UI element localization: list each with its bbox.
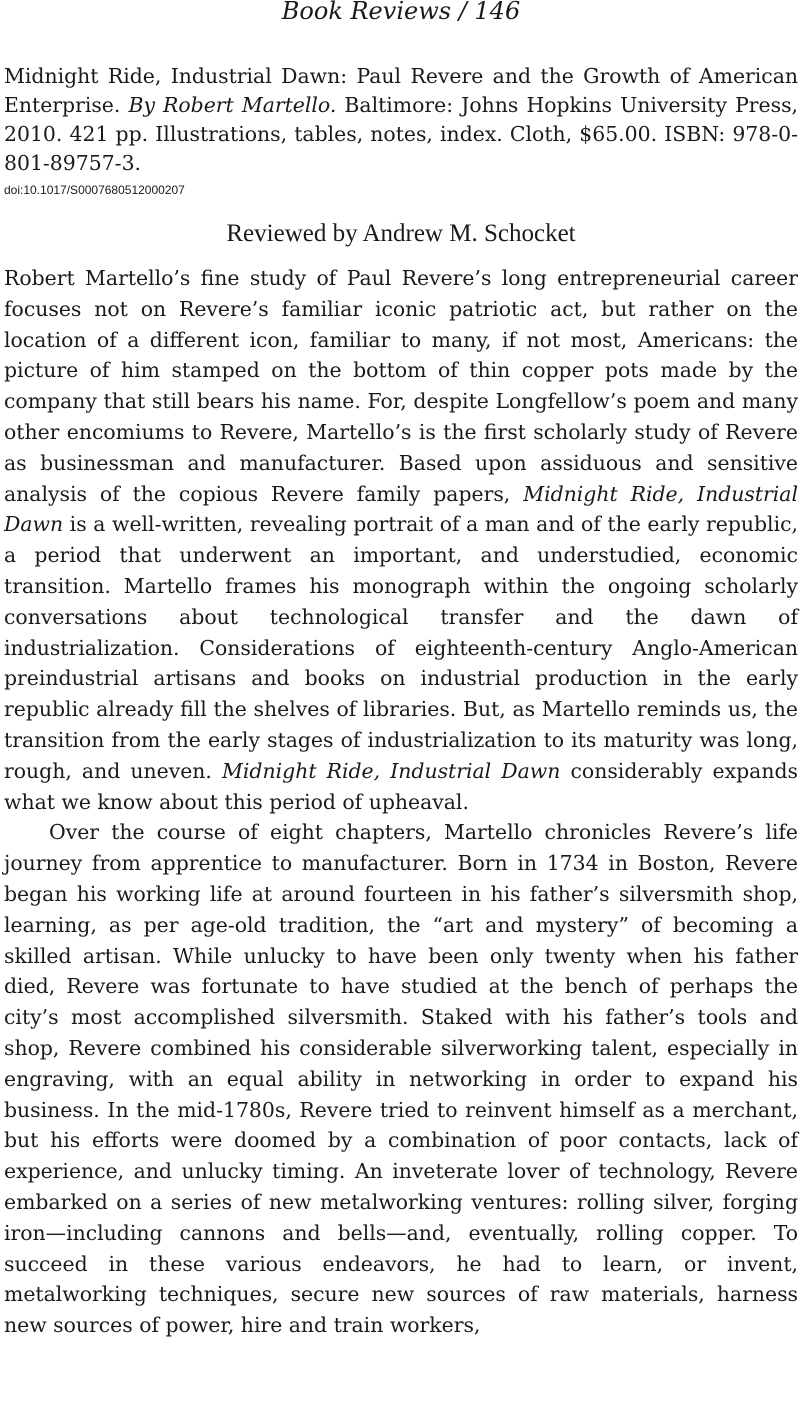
book-title-italic: Midnight Ride, Industrial Dawn (222, 758, 561, 783)
paragraph-1 (4, 263, 798, 817)
paragraph-1-text-c: considerably expands what we know about this period of upheaval. (4, 758, 798, 814)
book-author: By Robert Martello. (128, 93, 337, 117)
doi-link[interactable]: doi:10.1017/S0007680512000207 (4, 183, 185, 197)
reviewer-line: Reviewed by Andrew M. Schocket (226, 220, 576, 247)
book-title-italic: Midnight Ride, Industrial Dawn (4, 481, 798, 537)
review-body (4, 263, 798, 1341)
running-head: Book Reviews / 146 (281, 0, 521, 25)
book-citation (4, 62, 798, 178)
paragraph-1-text-b: is a well-written, revealing portrait of a man and of the early republic, a period that underwent an important, and understudied, economic transition. Martello frames his monograph within the ongoing scholarly conversations about technological transfer and the dawn of industrialization. Considerations of eighteenth-century Anglo-American preindustrial artisans and books on industrial production in the early republic already fill the shelves of libraries. But, as Martello reminds us, the transition from the early stages of industrialization to its maturity was long, rough, and uneven. (4, 512, 798, 783)
page (4, 0, 798, 1341)
paragraph-2: Over the course of eight chapters, Martello chronicles Revere’s life journey from apprentice to manufacturer. Born in 1734 in Boston, Revere began his working life at around fourteen in his father’s silversmith shop, learning, as per age-old tradition, the “art and mystery” of becoming a skilled artisan. While unlucky to have been only twenty when his father died, Revere was fortunate to have studied at the bench of perhaps the city’s most accomplished silversmith. Staked with his father’s tools and shop, Revere combined his considerable silverworking talent, especially in engraving, with an equal ability in networking in order to expand his business. In the mid-1780s, Revere tried to reinvent himself as a merchant, but his efforts were doomed by a combination of poor contacts, lack of experience, and unlucky timing. An inveterate lover of technology, Revere embarked on a series of new metalworking ventures: rolling silver, forging iron—including cannons and bells—and, eventually, rolling copper. To succeed in these various endeavors, he had to learn, or invent, metalworking techniques, secure new sources of raw materials, harness new sources of power, hire and train workers, (4, 820, 798, 1338)
paragraph-1-text-a: Robert Martello’s fine study of Paul Revere’s long entrepreneurial career focuses not on Revere’s familiar iconic patriotic act, but rather on the location of a different icon, familiar to many, if not most, Americans: the picture of him stamped on the bottom of thin copper pots made by the company that still bears his name. For, despite Longfellow’s poem and many other encomiums to Revere, Martello’s is the first scholarly study of Revere as businessman and manufacturer. Based upon assiduous and sensitive analysis of the copious Revere family papers, (4, 266, 798, 506)
publication-details: Baltimore: Johns Hopkins University Press, 2010. 421 pp. Illustrations, tables, notes, index. Cloth, $65.00. ISBN: 978-0-801-89757-3. (4, 93, 799, 175)
book-title: Midnight Ride, Industrial Dawn: Paul Revere and the Growth of American Enterprise. (4, 64, 798, 117)
